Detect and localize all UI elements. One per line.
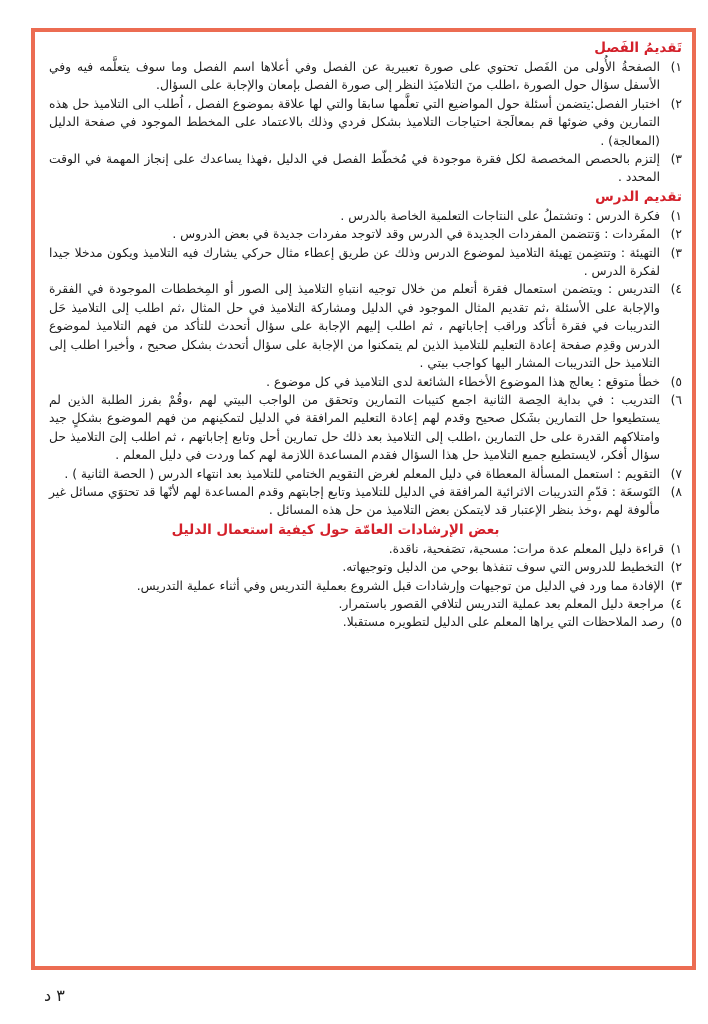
item-text: فكرة الدرس : وتشتملُ على النتاجات التعلمية الخاصة بالدرس .: [340, 208, 660, 223]
list-item: [49, 244, 682, 281]
item-text: التهيئة : وتتضِمن تِهيئة التلاميذ لموضوع الدرس وذلك عن طريق إعطاء مثال حركي يشارك فيه التلاميذ ويكون مدخلا جيدا لفكرة الدرس .: [49, 245, 660, 279]
list-item: [49, 613, 682, 631]
list-item: [49, 225, 682, 243]
item-text: المفَردات : وَتتضمن المفردات الجديدة في الدرس وقد لاتوجد مفردات جديدة في بعض الدروس .: [172, 227, 660, 242]
list-item: [49, 150, 682, 187]
item-text: الصفحةُ الأُولى من الفَصل تحتوي على صورة تعبيرية عن الفصل وفي أعلاها اسم الفصل وما سوف يتعلَّمه فيه وفي الأسفل سؤال حول الصورة ،اطلب منَ التلاميَذ النظر إلى صورة الفصل بإمعان والإجابة على السؤال.: [49, 60, 660, 93]
list-item: [49, 95, 682, 150]
item-text: التخطيط للدروس التي سوف تنفذها بوحي من الدليل وتوجيهاته.: [342, 560, 664, 575]
list-item: [49, 558, 682, 576]
list-item: [49, 465, 682, 483]
item-text: مراجعة دليل المعلم بعد عملية التدريس لتلافي القصور باستمرار.: [338, 596, 664, 611]
item-number: ٣): [670, 578, 682, 593]
list-item: [49, 391, 682, 465]
item-number: ١): [670, 541, 682, 556]
lesson-intro-heading: تقديم الدرس: [595, 188, 682, 205]
item-text: اختبار الفصل:يتضمن أسئلة حول المواضيع التي تعلَّمها سابقا والتي لها علاقة بموضوع الفصل ، اُطلب الى التلاميذ حل هذه التمارين وفي ضوئها قم بمعالَجة احتياجات التلاميذ بشكل فردي وذلك بالاعتماد على المخطط الموجود في صفحة الدليل (المعالجة) .: [49, 96, 660, 148]
item-number: ٤): [670, 596, 682, 611]
list-item: [49, 595, 682, 613]
lesson-intro-list: [49, 207, 682, 520]
item-text: خطأ متوقع : يعالج هذا الموضوع الأخطاء الشائعة لدى التلاميذ في كل موضوع .: [266, 374, 660, 389]
item-number: ٥): [670, 374, 682, 389]
general-guidelines-list: [49, 540, 682, 632]
item-number: ٢): [670, 227, 682, 242]
item-number: ٨): [670, 484, 682, 499]
item-number: ٣): [670, 245, 682, 260]
item-number: ٦): [670, 392, 682, 407]
page-number: ٣ د: [44, 986, 65, 1005]
general-guidelines-heading: بعض الإرشادات العامّة حول كيفية استعمال الدليل: [171, 521, 500, 538]
item-text: إلتزم بالحصص المخصصة لكل فقرة موجودة في مُخطّط الفصل في الدليل ،فهذا يساعدك على إنجاز المهمة في الوقت المحدد .: [49, 152, 660, 185]
chapter-intro-list: [49, 58, 682, 187]
list-item: [49, 58, 682, 95]
item-text: قراءة دليل المعلم عدة مرات: مسحية، تصَفحية، ناقدة.: [388, 541, 664, 556]
chapter-intro-heading: تَقديمُ الفَصل: [594, 40, 682, 56]
item-number: ٣): [670, 152, 682, 167]
list-item: [49, 280, 682, 372]
item-text: التقويم : استعمل المسألة المعطاة في دليل المعلم لغرض التقويم الختامي للتلاميذ بعد انتهاء الدرس ( الحصة الثانية ) .: [64, 466, 660, 481]
item-text: التدريب : في بداية الحِصة الثانية اجمع كتيبات التمارين وتحقق من الواجب البيتي لهم ،وقُمْ بفرز الطلبة الذين لم يستطيعوا حل التمارين بشَكل صحيح وقدم لهم إعادة التعليم المرافقة في الدليل لتمكينهم من فهم الموضوع بشكلٍ جيد وامتلاكهم القدرة على حل التمارين ،اطلب إلى التلاميذ بعد ذلك حل تمارين أحل وتابع إجاباتهم ، ثم اطلب إلىَ التلاميذ حل سؤال أفكر، لايستطيع جميع التلاميذ حل هذا السؤال فقدم المساعدة اللازمة لهم كما وردت في دليل المعلم .: [49, 392, 660, 463]
list-item: [49, 577, 682, 595]
item-number: ١): [670, 60, 682, 74]
item-number: ٢): [670, 560, 682, 575]
page-border-frame: [31, 28, 696, 970]
item-number: ٤): [670, 282, 682, 297]
item-text: التَوسعَة : قدّمِ التدريبات الاثرائية المرافقة في الدليل للتلاميذ وتابع إجابتهم وقدم المساعدة لهم لأنّها قد تحتوَي مسائل غير مألوفة لهم ،وخذ بنظر الإعتبار قد لايتمكن بعض التلاميذ من حل هذه المسائل .: [49, 484, 660, 518]
list-item: [49, 483, 682, 520]
item-text: الإفادة مما ورد في الدليل من توجيهات وإرشادات قبل الشروع بعملية التدريس وفي أثناء عملية التدريس.: [136, 578, 664, 593]
list-item: [49, 540, 682, 558]
item-number: ١): [670, 208, 682, 223]
item-number: ٢): [670, 96, 682, 111]
item-text: التدريس : ويتضمن استعمال فقرة أتعلم من خلال توجيه انتباهِ التلاميذ إلى الصور أو المِخططات الموجودة في الفقرة والإجابة على الأسئلة ،ثم تقديم المثال الموجود في الدليل ومشاركة التلاميذ في حل المثال ،ثم اطلب إلى التلاميذ حَل التدريبات في فقرة أتأكد وراقب إجاباتهم ، ثم اطلب إليهم الإجابة على سؤال أتحدث للتأكد من فهم التلاميذ لموضوع الدرس وقدِم صفحة إعادة التعليم للتلاميذ الذين لم يتمكنوا من الإجابة على سؤال أتحدث بشكل صحيح ، وأخيرا اطلب إلى التلاميذ حل التدريبات المشار اليها كواجب بيتي .: [49, 282, 660, 371]
list-item: [49, 373, 682, 391]
item-number: ٧): [670, 466, 682, 481]
list-item: [49, 207, 682, 225]
item-number: ٥): [670, 615, 682, 630]
page-content: [49, 38, 682, 632]
item-text: رصد الملاحظات التي يراها المعلم على الدليل لتطويره مستقبلا.: [342, 615, 664, 630]
